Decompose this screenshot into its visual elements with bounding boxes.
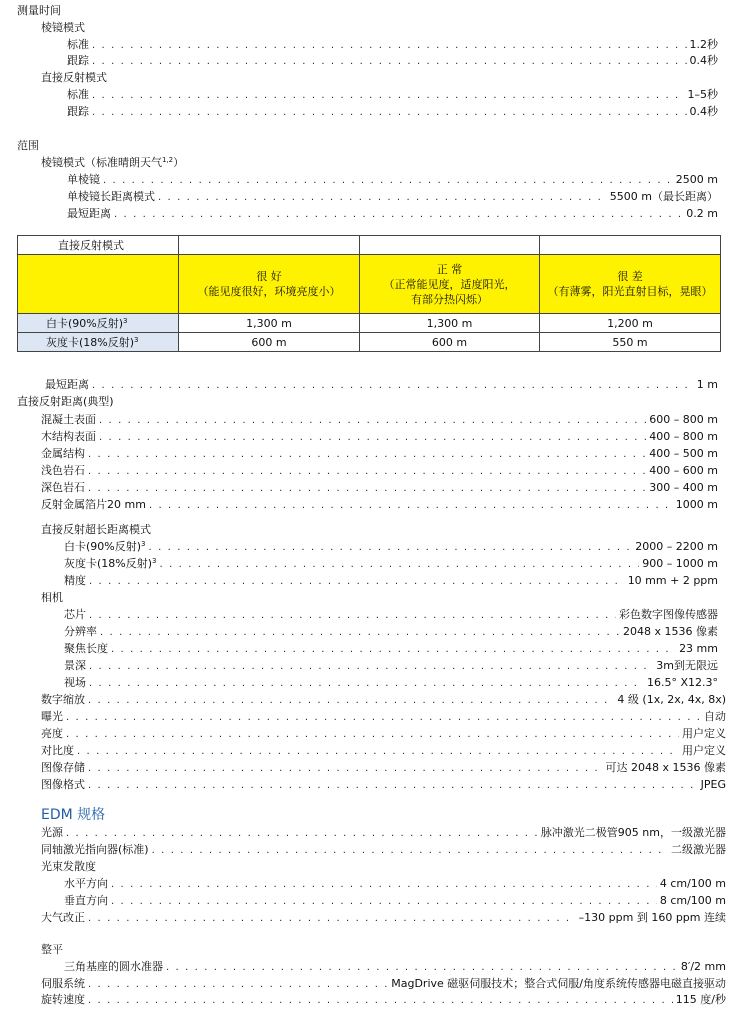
range-table-header: 直接反射模式 bbox=[18, 236, 179, 255]
spec-value: 300 – 400 m bbox=[649, 481, 718, 494]
spec-value: 0.4秒 bbox=[689, 105, 718, 118]
spec-row bbox=[41, 842, 726, 858]
spec-row bbox=[64, 641, 718, 657]
spec-row bbox=[67, 104, 718, 120]
spec-value: 1–5秒 bbox=[687, 88, 718, 101]
spec-value: MagDrive 磁驱伺服技术；整合式伺服/角度系统传感器电磁直接驱动 bbox=[391, 977, 726, 990]
table-row bbox=[18, 333, 721, 352]
spec-label: 单棱镜 bbox=[67, 173, 100, 186]
spec-value: 5500 m（最长距离） bbox=[609, 190, 718, 203]
spec-row bbox=[41, 463, 718, 479]
table-cell: 1,300 m bbox=[360, 314, 540, 333]
condition-normal: 正 常 （正常能见度，适度阳光， 有部分热闪烁） bbox=[360, 255, 540, 314]
spec-row bbox=[67, 206, 718, 222]
spec-row bbox=[41, 910, 726, 926]
spec-value: –130 ppm 到 160 ppm 连续 bbox=[578, 911, 726, 924]
spec-label: 深色岩石 bbox=[41, 481, 85, 494]
spec-value: 600 – 800 m bbox=[649, 413, 718, 426]
spec-value: 4 级 (1x, 2x, 4x, 8x) bbox=[617, 693, 726, 706]
dr-distance-title: 直接反射距离(典型) bbox=[17, 395, 114, 408]
spec-value: 8′/2 mm bbox=[680, 960, 726, 973]
condition-very-good: 很 好 （能见度很好，环境亮度小） bbox=[179, 255, 360, 314]
spec-value: 900 – 1000 m bbox=[642, 557, 718, 570]
spec-label: 混凝土表面 bbox=[41, 413, 96, 426]
spec-label: 曝光 bbox=[41, 710, 63, 723]
range-prism-heading: 棱镜模式（标准晴朗天气$^{1,2}$） bbox=[41, 156, 185, 169]
spec-value: 4 cm/100 m bbox=[659, 877, 726, 890]
spec-label: 景深 bbox=[64, 659, 86, 672]
spec-label: 旋转速度 bbox=[41, 993, 85, 1006]
spec-row bbox=[67, 53, 718, 69]
spec-value: 彩色数字图像传感器 bbox=[619, 608, 718, 621]
table-cell: 600 m bbox=[360, 333, 540, 352]
spec-row bbox=[41, 709, 726, 725]
spec-label: 精度 bbox=[64, 574, 86, 587]
spec-row bbox=[41, 692, 726, 708]
spec-label: 垂直方向 bbox=[64, 894, 108, 907]
edm-title: EDM 规格 bbox=[41, 807, 106, 823]
spec-row bbox=[45, 377, 718, 393]
spec-row bbox=[64, 658, 718, 674]
spec-label: 金属结构 bbox=[41, 447, 85, 460]
spec-row bbox=[67, 189, 718, 205]
spec-label: 跟踪 bbox=[67, 54, 89, 67]
spec-label: 反射金属箔片20 mm bbox=[41, 498, 146, 511]
spec-value: 400 – 600 m bbox=[649, 464, 718, 477]
spec-label: 大气改正 bbox=[41, 911, 85, 924]
table-cell: 600 m bbox=[179, 333, 360, 352]
spec-label: 标准 bbox=[67, 38, 89, 51]
table-cell: 1,300 m bbox=[179, 314, 360, 333]
leveling-title: 整平 bbox=[41, 943, 63, 956]
spec-value: 用户定义 bbox=[682, 727, 726, 740]
spec-value: 1000 m bbox=[675, 498, 718, 511]
spec-row bbox=[41, 497, 718, 513]
spec-row bbox=[64, 539, 718, 555]
spec-value: 2048 x 1536 像素 bbox=[623, 625, 718, 638]
spec-value: 16.5° X12.3° bbox=[646, 676, 718, 689]
spec-value: 115 度/秒 bbox=[675, 993, 726, 1006]
table-row-label: 白卡(90%反射)$^3$ bbox=[18, 314, 179, 333]
spec-value: 二级激光器 bbox=[671, 843, 726, 856]
spec-label: 白卡(90%反射)$^3$ bbox=[64, 540, 146, 553]
spec-label: 视场 bbox=[64, 676, 86, 689]
table-cell: 550 m bbox=[540, 333, 721, 352]
spec-label: 聚焦长度 bbox=[64, 642, 108, 655]
spec-row bbox=[41, 412, 718, 428]
spec-value: 23 mm bbox=[679, 642, 718, 655]
dr-mode-heading: 直接反射模式 bbox=[41, 71, 107, 84]
spec-label: 木结构表面 bbox=[41, 430, 96, 443]
condition-poor: 很 差 （有薄雾，阳光直射目标，晃眼） bbox=[540, 255, 721, 314]
spec-row bbox=[64, 959, 726, 975]
spec-row bbox=[67, 87, 718, 103]
camera-title: 相机 bbox=[41, 591, 63, 604]
divergence-title: 光束发散度 bbox=[41, 860, 96, 873]
spec-value: 400 – 800 m bbox=[649, 430, 718, 443]
spec-row bbox=[41, 976, 726, 992]
spec-row bbox=[41, 480, 718, 496]
spec-label: 三角基座的圆水准器 bbox=[64, 960, 163, 973]
spec-row bbox=[67, 37, 718, 53]
spec-value: 1.2秒 bbox=[689, 38, 718, 51]
spec-label: 跟踪 bbox=[67, 105, 89, 118]
spec-label: 最短距离 bbox=[45, 378, 89, 391]
table-row-label: 灰度卡(18%反射)$^3$ bbox=[18, 333, 179, 352]
table-cell: 1,200 m bbox=[540, 314, 721, 333]
spec-row bbox=[64, 573, 718, 589]
spec-value: 3m到无限远 bbox=[656, 659, 718, 672]
spec-label: 最短距离 bbox=[67, 207, 111, 220]
spec-value: 0.2 m bbox=[686, 207, 718, 220]
spec-row bbox=[64, 607, 718, 623]
spec-label: 图像存储 bbox=[41, 761, 85, 774]
spec-label: 光源 bbox=[41, 826, 63, 839]
spec-label: 图像格式 bbox=[41, 778, 85, 791]
spec-value: 400 – 500 m bbox=[649, 447, 718, 460]
spec-label: 灰度卡(18%反射)$^3$ bbox=[64, 557, 157, 570]
spec-row bbox=[41, 825, 726, 841]
spec-value: 脉冲激光二极管905 nm，一级激光器 bbox=[540, 826, 726, 839]
spec-label: 浅色岩石 bbox=[41, 464, 85, 477]
range-table bbox=[17, 235, 721, 352]
spec-value: 2000 – 2200 m bbox=[635, 540, 718, 553]
spec-label: 亮度 bbox=[41, 727, 63, 740]
table-row bbox=[18, 314, 721, 333]
spec-label: 数字缩放 bbox=[41, 693, 85, 706]
measurement-time-title: 测量时间 bbox=[17, 4, 61, 17]
spec-value: 用户定义 bbox=[682, 744, 726, 757]
spec-value: JPEG bbox=[700, 778, 726, 791]
spec-row bbox=[64, 893, 726, 909]
range-title: 范围 bbox=[17, 139, 39, 152]
spec-label: 伺服系统 bbox=[41, 977, 85, 990]
spec-label: 对比度 bbox=[41, 744, 74, 757]
spec-row bbox=[41, 743, 726, 759]
spec-row bbox=[41, 446, 718, 462]
spec-label: 分辨率 bbox=[64, 625, 97, 638]
spec-row bbox=[64, 556, 718, 572]
spec-label: 标准 bbox=[67, 88, 89, 101]
spec-value: 2500 m bbox=[675, 173, 718, 186]
spec-row bbox=[41, 777, 726, 793]
spec-label: 同轴激光指向器(标准) bbox=[41, 843, 149, 856]
spec-value: 8 cm/100 m bbox=[659, 894, 726, 907]
spec-row bbox=[41, 429, 718, 445]
spec-row bbox=[41, 726, 726, 742]
spec-label: 水平方向 bbox=[64, 877, 108, 890]
spec-row bbox=[64, 876, 726, 892]
spec-row bbox=[67, 172, 718, 188]
spec-row bbox=[64, 675, 718, 691]
spec-value: 1 m bbox=[696, 378, 718, 391]
spec-value: 10 mm + 2 ppm bbox=[627, 574, 718, 587]
dr-long-title: 直接反射超长距离模式 bbox=[41, 523, 151, 536]
spec-value: 自动 bbox=[704, 710, 726, 723]
spec-row bbox=[41, 760, 726, 776]
spec-label: 单棱镜长距离模式 bbox=[67, 190, 155, 203]
spec-value: 可达 2048 x 1536 像素 bbox=[605, 761, 726, 774]
prism-mode-heading: 棱镜模式 bbox=[41, 21, 85, 34]
spec-label: 芯片 bbox=[64, 608, 86, 621]
spec-value: 0.4秒 bbox=[689, 54, 718, 67]
spec-row-cut bbox=[41, 992, 726, 1008]
spec-row bbox=[64, 624, 718, 640]
